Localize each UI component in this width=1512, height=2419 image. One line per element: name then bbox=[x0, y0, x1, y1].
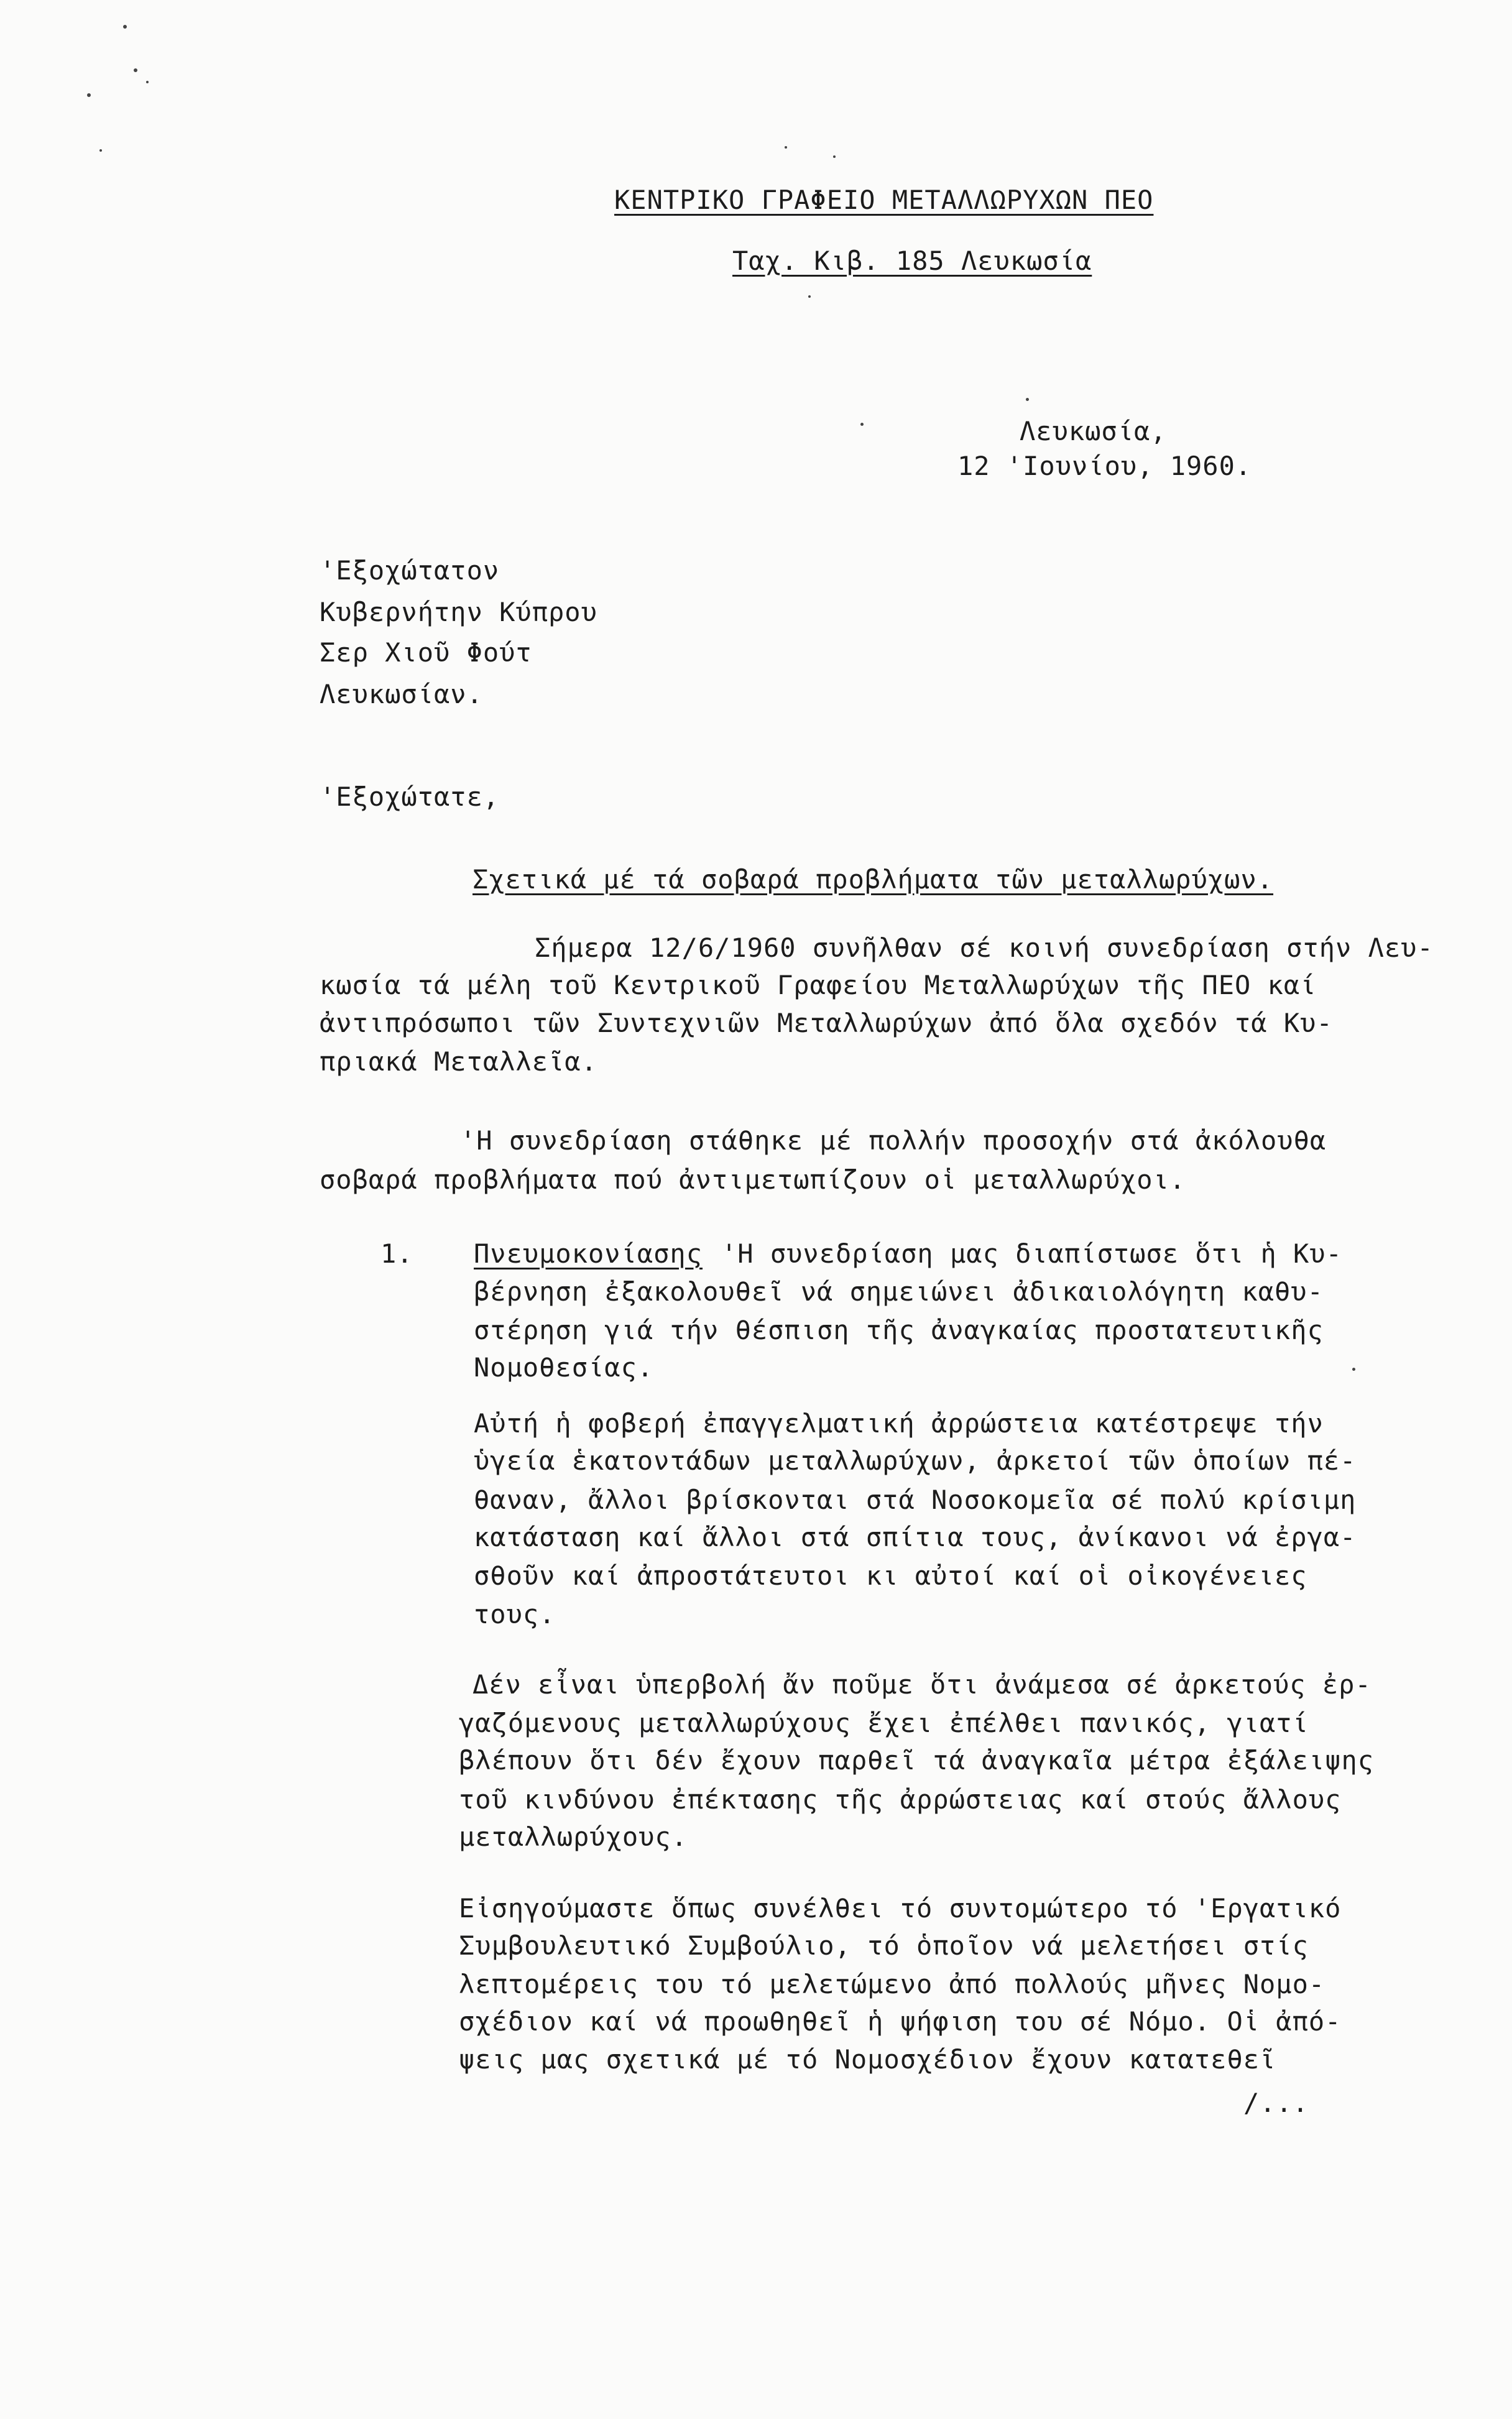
paragraph-line: Δέν εἶναι ὑπερβολή ἄν ποῦμε ὅτι ἀνάμεσα σέ ἀρκετούς ἐρ- bbox=[472, 1669, 1371, 1700]
recipient-line: 'Εξοχώτατον bbox=[320, 555, 500, 586]
scan-speck bbox=[123, 25, 127, 29]
paragraph-line: πριακά Μεταλλεῖα. bbox=[320, 1046, 597, 1077]
scan-speck bbox=[808, 295, 811, 298]
paragraph-line: Συμβουλευτικό Συμβούλιο, τό ὁποῖον νά μελετήσει στίς bbox=[459, 1930, 1309, 1961]
paragraph-line: στέρηση γιά τήν θέσπιση τῆς ἀναγκαίας προστατευτικῆς bbox=[474, 1315, 1324, 1345]
recipient-line: Σερ Χιοῦ Φούτ bbox=[320, 637, 532, 668]
paragraph-line: βλέπουν ὅτι δέν ἔχουν παρθεῖ τά ἀναγκαῖα μέτρα ἐξάλειψης bbox=[459, 1745, 1375, 1776]
paragraph-line: Νομοθεσίας. bbox=[474, 1352, 654, 1383]
item-heading: Πνευμοκονίασης bbox=[474, 1238, 703, 1269]
recipient-line: Κυβερνήτην Κύπρου bbox=[320, 597, 597, 627]
paragraph-line: σοβαρά προβλήματα πού ἀντιμετωπίζουν οἱ μεταλλωρύχοι. bbox=[320, 1164, 1186, 1195]
paragraph-line: 'Η συνεδρίαση μας διαπίστωσε ὅτι ἡ Κυ- bbox=[721, 1238, 1342, 1269]
paragraph-line: Αὐτή ἡ φοβερή ἐπαγγελματική ἀρρώστεια κατέστρεψε τήν bbox=[474, 1408, 1324, 1439]
paragraph-line: Εἰσηγούμαστε ὅπως συνέλθει τό συντομώτερο τό 'Εργατικό bbox=[459, 1893, 1342, 1924]
paragraph-line: σχέδιον καί νά προωθηθεῖ ἡ ψήφιση του σέ Νόμο. Οἱ ἀπό- bbox=[459, 2006, 1342, 2037]
letterhead-organization: ΚΕΝΤΡΙΚΟ ΓΡΑΦΕΙΟ ΜΕΤΑΛΛΩΡΥΧΩΝ ΠΕΟ bbox=[614, 185, 1154, 215]
item-number: 1. bbox=[380, 1238, 413, 1269]
subject-line: Σχετικά μέ τά σοβαρά προβλήματα τῶν μεταλλωρύχων. bbox=[472, 864, 1274, 895]
scan-speck bbox=[146, 81, 149, 83]
paragraph-line: τους. bbox=[474, 1599, 556, 1629]
scan-speck bbox=[1026, 398, 1029, 401]
salutation: 'Εξοχώτατε, bbox=[320, 781, 500, 812]
paragraph-line: κωσία τά μέλη τοῦ Κεντρικοῦ Γραφείου Μεταλλωρύχων τῆς ΠΕΟ καί bbox=[320, 970, 1317, 1000]
continuation-marker: /... bbox=[1243, 2088, 1309, 2118]
paragraph-line: σθοῦν καί ἀπροστάτευτοι κι αὐτοί καί οἱ οἰκογένειες bbox=[474, 1560, 1307, 1591]
paragraph-line: μεταλλωρύχους. bbox=[459, 1822, 688, 1852]
scan-speck bbox=[785, 146, 787, 149]
scan-speck bbox=[87, 93, 91, 97]
scan-speck bbox=[833, 155, 836, 158]
date-place: Λευκωσία, bbox=[1020, 416, 1167, 446]
paragraph-line: Σήμερα 12/6/1960 συνῆλθαν σέ κοινή συνεδρίαση στήν Λευ- bbox=[535, 933, 1434, 963]
paragraph-line: ὑγεία ἑκατοντάδων μεταλλωρύχων, ἀρκετοί τῶν ὁποίων πέ- bbox=[474, 1445, 1357, 1476]
scan-speck bbox=[860, 423, 864, 426]
scan-speck bbox=[99, 149, 102, 152]
paragraph-line: ψεις μας σχετικά μέ τό Νομοσχέδιον ἔχουν κατατεθεῖ bbox=[459, 2044, 1276, 2075]
paragraph-line: βέρνηση ἐξακολουθεῖ νά σημειώνει ἀδικαιολόγητη καθυ- bbox=[474, 1276, 1324, 1307]
paragraph-line: τοῦ κινδύνου ἐπέκτασης τῆς ἀρρώστειας καί στούς ἄλλους bbox=[459, 1784, 1342, 1815]
paragraph-line: κατάσταση καί ἄλλοι στά σπίτια τους, ἀνίκανοι νά ἐργα- bbox=[474, 1522, 1357, 1552]
scan-speck bbox=[134, 68, 137, 72]
paragraph-line: γαζόμενους μεταλλωρύχους ἔχει ἐπέλθει πανικός, γιατί bbox=[459, 1708, 1309, 1738]
date-line: 12 'Ιουνίου, 1960. bbox=[957, 451, 1252, 481]
letterhead-address: Ταχ. Κιβ. 185 Λευκωσία bbox=[732, 246, 1092, 276]
paragraph-line: 'Η συνεδρίαση στάθηκε μέ πολλήν προσοχήν στά ἀκόλουθα bbox=[460, 1125, 1327, 1156]
recipient-line: Λευκωσίαν. bbox=[320, 679, 483, 709]
paragraph-line: θαναν, ἄλλοι βρίσκονται στά Νοσοκομεῖα σέ πολύ κρίσιμη bbox=[474, 1485, 1357, 1515]
paragraph-line: λεπτομέρεις του τό μελετώμενο ἀπό πολλούς μῆνες Νομο- bbox=[459, 1969, 1325, 1999]
paragraph-line: ἀντιπρόσωποι τῶν Συντεχνιῶν Μεταλλωρύχων ἀπό ὅλα σχεδόν τά Κυ- bbox=[320, 1008, 1333, 1038]
scan-speck bbox=[1352, 1368, 1355, 1371]
